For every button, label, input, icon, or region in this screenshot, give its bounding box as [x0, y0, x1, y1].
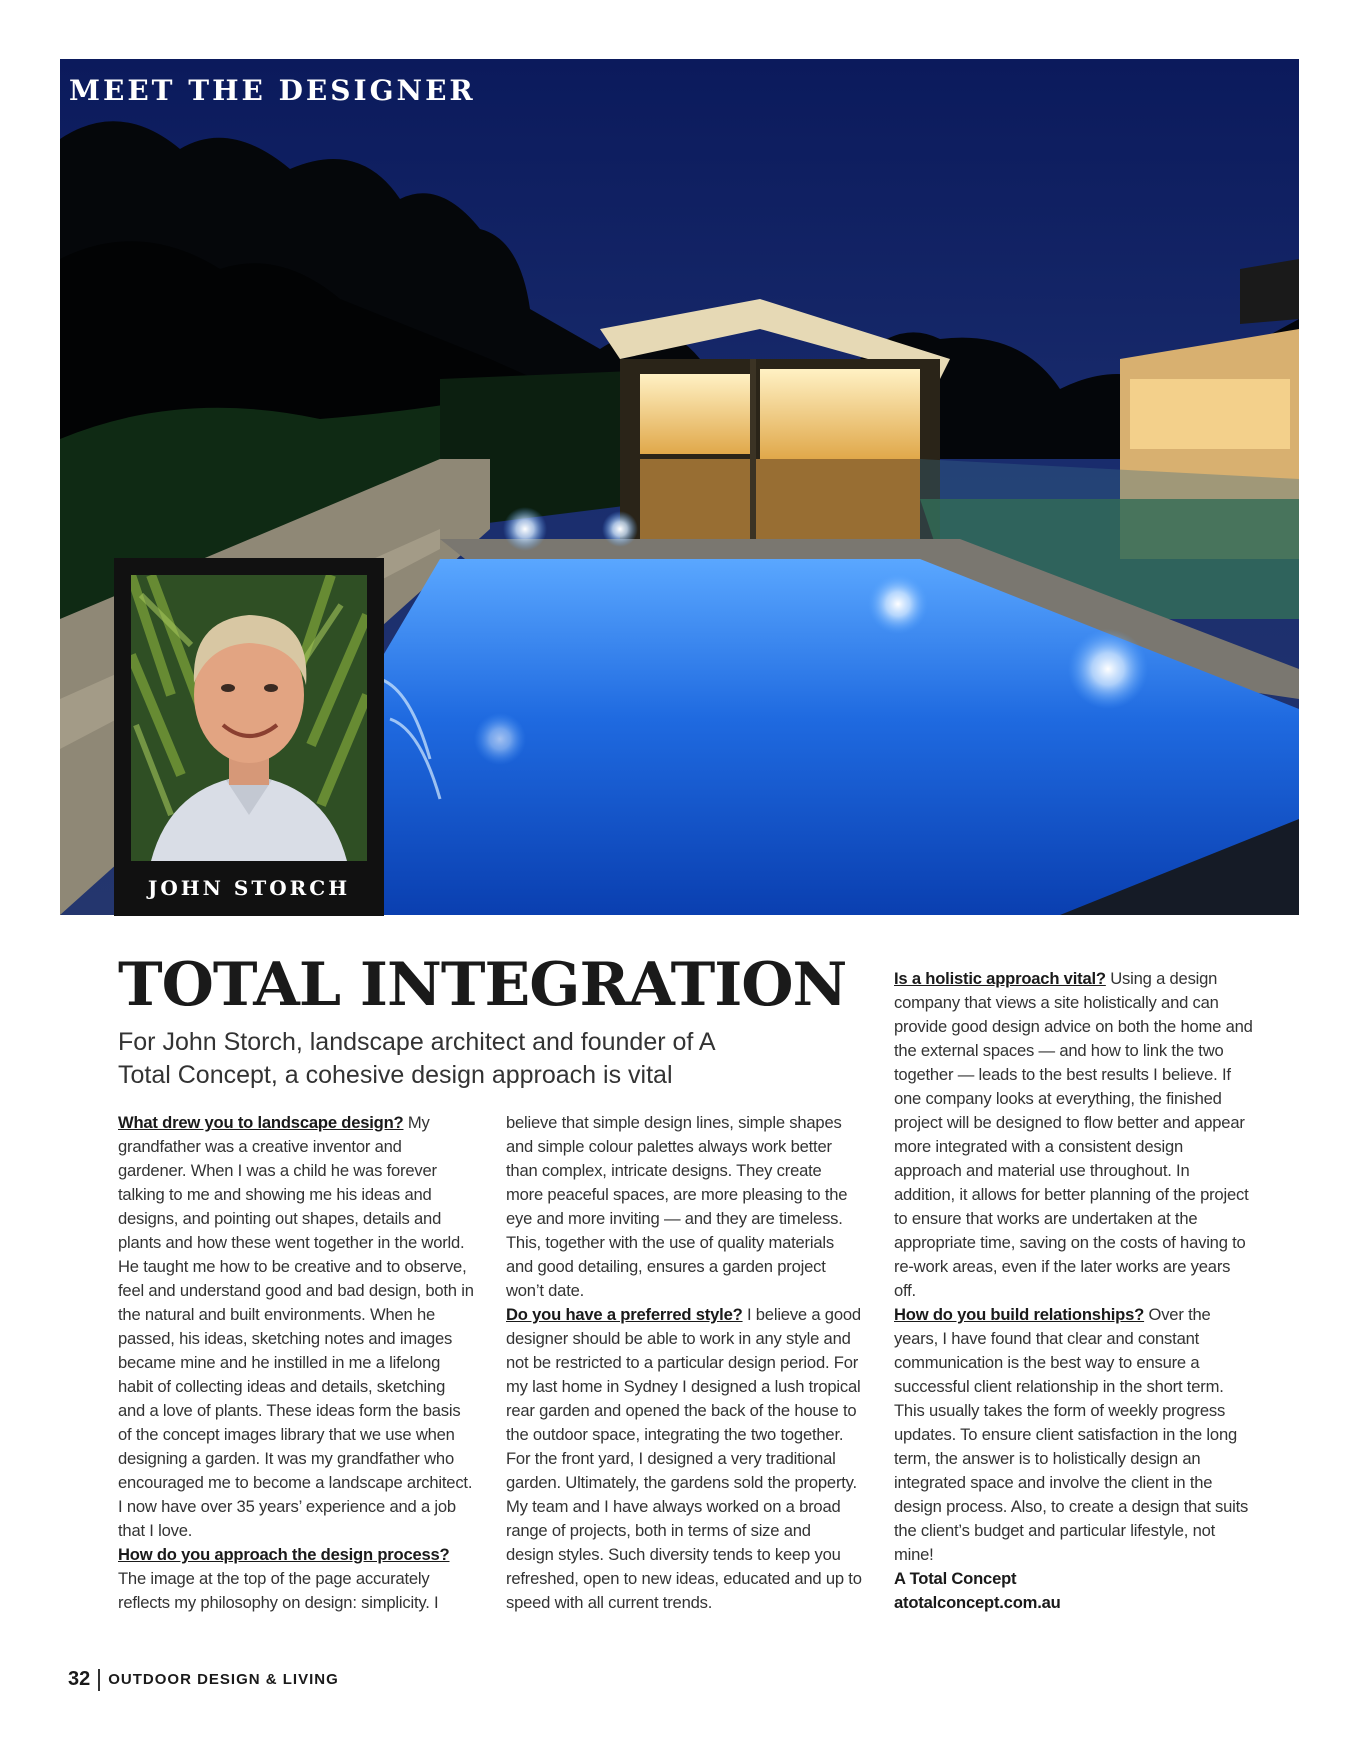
qa-paragraph [118, 1111, 474, 1543]
page-footer [68, 1668, 339, 1691]
article-standfirst: For John Storch, landscape architect and founder of A Total Concept, a cohesive design approach is vital [118, 1028, 715, 1089]
qa-paragraph-continued [506, 1111, 862, 1303]
qa-paragraph [894, 1303, 1254, 1567]
answer-text: My grandfather was a creative inventor and gardener. When I was a child he was forever talking to me and showing me his ideas and designs, and pointing out shapes, details and plants and how these went together in the world. He taught me how to be creative and to observe, feel and understand good and bad design, both in the natural and built environments. When he passed, his ideas, sketching notes and images became mine and he instilled in me a lifelong habit of collecting ideas and details, sketching and a love of plants. These ideas form the basis of the concept images library that we use when designing a garden. It was my grandfather who encouraged me to become a landscape architect. I now have over 35 years’ experience and a job that I love. [118, 1113, 474, 1540]
designer-portrait [114, 558, 384, 916]
answer-text: Using a design company that views a site holistically and can provide good design advice on both the home and the external spaces — and how to link the two together — leads to the best results I believe. If one company looks at everything, the finished project will be designed to flow better and appear more integrated with a consistent design approach and material use throughout. In addition, it allows for better planning of the project to ensure that works are undertaken at the appropriate time, saving on the costs of having to re-work areas, even if the later works are years off. [894, 969, 1253, 1300]
portrait-photo [131, 575, 367, 861]
answer-text: Over the years, I have found that clear and constant communication is the best way to ensure a successful client relationship in the short term. This usually takes the form of weekly progress updates. To ensure client satisfaction in the long term, the answer is to holistically design an integrated space and involve the client in the design process. Also, to create a design that suits the client’s budget and particular lifestyle, not mine! [894, 1305, 1249, 1564]
publication-name: OUTDOOR DESIGN & LIVING [108, 1671, 339, 1688]
business-url[interactable]: atotalconcept.com.au [894, 1593, 1061, 1612]
portrait-caption: JOHN STORCH [147, 876, 351, 900]
qa-paragraph [118, 1543, 474, 1615]
question-heading: Is a holistic approach vital? [894, 969, 1106, 988]
qa-paragraph [506, 1303, 862, 1615]
business-name: A Total Concept [894, 1569, 1017, 1588]
footer-divider [98, 1669, 100, 1691]
answer-text: believe that simple design lines, simple shapes and simple colour palettes always work better than complex, intricate designs. They create more peaceful spaces, are more pleasing to the eye and more inviting — and they are timeless. This, together with the use of quality materials and good detailing, ensures a garden project won’t date. [506, 1113, 848, 1300]
body-column-3 [894, 967, 1254, 1615]
question-heading: What drew you to landscape design? [118, 1113, 404, 1132]
answer-text: I believe a good designer should be able to work in any style and not be restricted to a particular design period. For my last home in Sydney I designed a lush tropical rear garden and opened the back of the house to the outdoor space, integrating the two together. For the front yard, I designed a very traditional garden. Ultimately, the gardens sold the property. My team and I have always worked on a broad range of projects, both in terms of size and design styles. Such diversity tends to keep you refreshed, open to new ideas, educated and up to speed with all current trends. [506, 1305, 862, 1612]
qa-paragraph [894, 967, 1254, 1303]
article-headline: TOTAL INTEGRATION [118, 950, 847, 1020]
john-storch-photo [131, 575, 367, 861]
question-heading: How do you approach the design process? [118, 1545, 450, 1564]
answer-text: The image at the top of the page accurately reflects my philosophy on design: simplicity. I [118, 1569, 439, 1612]
question-heading: How do you build relationships? [894, 1305, 1145, 1324]
page-number: 32 [68, 1668, 91, 1690]
section-label: MEET THE DESIGNER [69, 74, 476, 107]
body-column-1 [118, 1111, 474, 1615]
body-column-2 [506, 1111, 862, 1615]
question-heading: Do you have a preferred style? [506, 1305, 743, 1324]
